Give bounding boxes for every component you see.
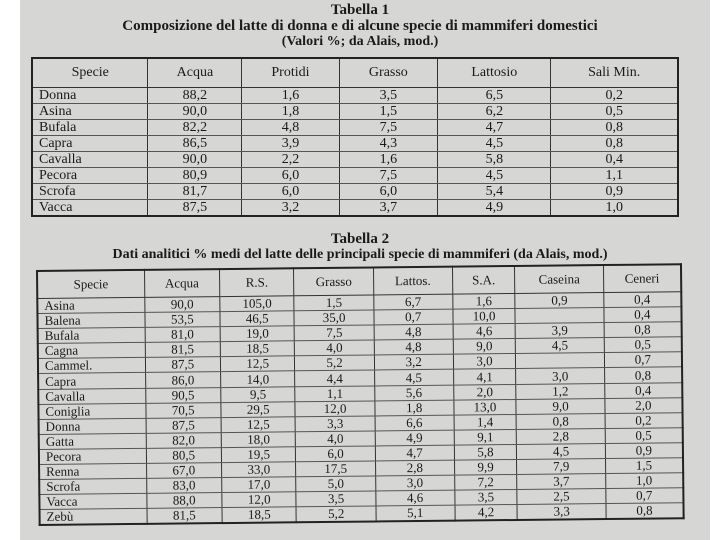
table1-value-cell: 7,5 <box>339 168 438 184</box>
table1-value-cell: 6,5 <box>438 88 551 104</box>
table2-body <box>37 292 683 526</box>
table2-value-cell: 3,5 <box>296 491 376 507</box>
table2-value-cell: 3,0 <box>453 354 516 370</box>
table2-value-cell: 12,0 <box>222 492 297 508</box>
table2-value-cell: 13,0 <box>453 399 516 415</box>
table2-value-cell: 81,0 <box>145 327 221 343</box>
table1-header-row <box>32 58 678 88</box>
table2-species-cell: Capra <box>38 373 145 389</box>
table2-value-cell: 18,5 <box>220 341 295 357</box>
table2-value-cell: 0,2 <box>605 412 683 428</box>
table2-value-cell: 0,7 <box>604 352 682 368</box>
table1-value-cell: 4,9 <box>438 200 551 217</box>
table2-value-cell: 105,0 <box>220 296 295 312</box>
table2-value-cell: 3,3 <box>517 504 605 521</box>
table2-value-cell: 0,4 <box>604 382 682 398</box>
table2-value-cell: 3,9 <box>516 323 604 339</box>
table2-value-cell: 4,6 <box>453 324 516 340</box>
table1-row <box>32 88 678 104</box>
table2-value-cell: 19,5 <box>221 447 296 463</box>
table2-value-cell: 87,5 <box>145 357 221 373</box>
table2-value-cell: 83,0 <box>146 478 222 494</box>
table2-value-cell: 4,4 <box>295 370 375 386</box>
table1-value-cell: 1,1 <box>551 168 678 184</box>
table1-species-cell: Capra <box>32 136 148 152</box>
table1-species-cell: Vacca <box>32 200 148 217</box>
table1-value-cell: 82,2 <box>148 120 242 136</box>
table2-value-cell: 46,5 <box>220 311 295 327</box>
table2-value-cell: 14,0 <box>221 371 296 387</box>
table2-header-cell: Grasso <box>294 267 374 295</box>
table1-row <box>32 152 678 168</box>
table2-value-cell: 1,2 <box>516 383 604 399</box>
table2-value-cell <box>516 353 604 369</box>
table2-value-cell: 5,6 <box>375 385 454 401</box>
table2-value-cell: 19,0 <box>220 326 295 342</box>
table2-value-cell: 29,5 <box>221 401 296 417</box>
table1-value-cell: 80,9 <box>148 168 242 184</box>
table2-value-cell: 12,0 <box>295 401 375 417</box>
table2-subtitle: Dati analitici % medi del latte delle principali specie di mammiferi (da Alais, mod.) <box>112 246 608 262</box>
table1-header-cell: Protidi <box>242 58 339 88</box>
table1-value-cell: 4,3 <box>339 136 438 152</box>
table1-header-cell: Acqua <box>148 58 242 88</box>
table1-header-cell: Sali Min. <box>551 58 678 88</box>
table2-header-cell: R.S. <box>220 268 295 296</box>
table2-value-cell: 9,5 <box>221 386 296 402</box>
table2-value-cell: 0,9 <box>605 443 683 459</box>
table1-value-cell: 1,6 <box>242 88 339 104</box>
table2-value-cell: 86,0 <box>145 372 221 388</box>
table1-value-cell: 4,5 <box>438 136 551 152</box>
table2-value-cell: 0,5 <box>605 428 683 444</box>
table2-value-cell: 5,1 <box>376 505 455 521</box>
table2-value-cell: 1,5 <box>605 458 683 474</box>
table2-value-cell <box>515 308 603 324</box>
table2-value-cell: 7,5 <box>295 325 375 341</box>
table2-value-cell: 90,5 <box>145 387 221 403</box>
table2-value-cell: 6,0 <box>296 446 376 462</box>
table2-value-cell: 4,5 <box>374 370 453 386</box>
table2-species-cell: Pecora <box>39 448 146 464</box>
table2-title: Tabella 2 <box>330 231 390 247</box>
table2-species-cell: Scrofa <box>39 478 146 494</box>
table2-value-cell: 1,0 <box>605 473 683 489</box>
table1-value-cell: 4,8 <box>242 120 339 136</box>
table2-value-cell: 3,5 <box>454 490 517 506</box>
table2-species-cell: Balena <box>37 312 144 328</box>
table2-value-cell: 5,8 <box>454 444 517 460</box>
table2-value-cell: 87,5 <box>146 417 222 433</box>
table1-species-cell: Scrofa <box>32 184 148 200</box>
table1-value-cell: 87,5 <box>148 200 242 217</box>
table2-value-cell: 4,8 <box>374 324 453 340</box>
table2-species-cell: Cagna <box>38 343 145 359</box>
table2-value-cell: 4,8 <box>374 339 453 355</box>
table2-header-cell: Lattos. <box>373 267 452 295</box>
table2-species-cell: Donna <box>39 418 146 434</box>
table2-caption <box>40 232 680 262</box>
table1-row <box>32 136 678 152</box>
table1-row <box>32 184 678 200</box>
table2-species-cell: Vacca <box>39 494 146 510</box>
table1-species-cell: Cavalla <box>32 152 148 168</box>
table1-value-cell: 0,8 <box>551 120 678 136</box>
table2-value-cell: 12,5 <box>220 356 295 372</box>
table2-value-cell: 1,1 <box>295 386 375 402</box>
table2-header-cell: Specie <box>37 270 144 299</box>
table2-value-cell: 0,5 <box>604 337 682 353</box>
table2-header-cell: Caseina <box>515 265 604 293</box>
table1-value-cell: 7,5 <box>339 120 438 136</box>
table2-value-cell: 9,9 <box>454 460 517 476</box>
table2-value-cell: 0,8 <box>606 503 684 519</box>
table1-value-cell: 90,0 <box>148 152 242 168</box>
table1-value-cell: 5,8 <box>438 152 551 168</box>
table1-row <box>32 120 678 136</box>
table2-value-cell: 12,5 <box>221 417 296 433</box>
table2-value-cell: 3,2 <box>374 355 453 371</box>
table1-value-cell: 1,6 <box>339 152 438 168</box>
table2-value-cell: 4,6 <box>376 490 455 506</box>
table2-header-cell: Ceneri <box>603 264 681 292</box>
table1-species-cell: Bufala <box>32 120 148 136</box>
table2-species-cell: Coniglia <box>38 403 145 419</box>
table1-value-cell: 5,4 <box>438 184 551 200</box>
table1-value-cell: 6,2 <box>438 104 551 120</box>
table2-value-cell: 0,7 <box>606 488 684 504</box>
table1-body <box>32 88 678 217</box>
table2-value-cell: 0,8 <box>517 413 605 429</box>
table2-value-cell: 9,1 <box>454 429 517 445</box>
table2-species-cell: Cammel. <box>38 358 145 374</box>
table1-header-cell: Specie <box>32 58 148 88</box>
table2-species-cell: Zebù <box>40 509 147 526</box>
table2-value-cell: 0,8 <box>604 367 682 383</box>
table2-value-cell: 10,0 <box>452 309 515 325</box>
table2-value-cell: 2,8 <box>517 428 605 444</box>
table2-value-cell: 1,6 <box>452 293 515 309</box>
table2-value-cell: 5,2 <box>295 355 375 371</box>
table1-header-cell: Grasso <box>339 58 438 88</box>
table1-value-cell: 1,8 <box>242 104 339 120</box>
table2-header-cell: S.A. <box>452 266 515 294</box>
table1-value-cell: 3,7 <box>339 200 438 217</box>
table2-value-cell: 53,5 <box>144 312 220 328</box>
table2-value-cell: 0,8 <box>604 322 682 338</box>
table2-value-cell: 3,0 <box>375 475 454 491</box>
table1-value-cell: 0,5 <box>551 104 678 120</box>
table2-value-cell: 2,8 <box>375 460 454 476</box>
table2-header-cell: Acqua <box>144 269 220 297</box>
table2-value-cell: 17,5 <box>296 461 376 477</box>
table1-species-cell: Pecora <box>32 168 148 184</box>
table1-title: Tabella 1 <box>330 2 390 18</box>
table2-value-cell: 33,0 <box>222 462 297 478</box>
table2-value-cell: 4,0 <box>296 431 376 447</box>
table2-value-cell: 0,4 <box>604 292 682 308</box>
table1-value-cell: 6,0 <box>339 184 438 200</box>
table2-value-cell: 4,9 <box>375 430 454 446</box>
table1-value-cell: 86,5 <box>148 136 242 152</box>
table1-value-cell: 2,2 <box>242 152 339 168</box>
table1-value-cell: 4,5 <box>438 168 551 184</box>
table2-value-cell: 2,0 <box>605 397 683 413</box>
table1-value-cell: 1,5 <box>339 104 438 120</box>
table2-value-cell: 90,0 <box>144 297 220 313</box>
table1-value-cell: 4,7 <box>438 120 551 136</box>
table1-value-cell: 6,0 <box>242 184 339 200</box>
table2-value-cell: 18,5 <box>222 507 297 523</box>
table2-value-cell: 6,7 <box>374 294 453 310</box>
table2-value-cell: 5,0 <box>296 476 376 492</box>
table1 <box>31 57 679 217</box>
table2-value-cell: 5,2 <box>296 506 376 522</box>
table2-value-cell: 7,9 <box>517 459 605 475</box>
table2-value-cell: 88,0 <box>146 493 222 509</box>
table1-value-cell: 0,2 <box>551 88 678 104</box>
table1-value-cell: 0,8 <box>551 136 678 152</box>
table2-value-cell: 35,0 <box>294 310 374 326</box>
table1-row <box>32 200 678 217</box>
table2-value-cell: 17,0 <box>222 477 297 493</box>
table1-value-cell: 3,2 <box>242 200 339 217</box>
table2-value-cell: 18,0 <box>221 432 296 448</box>
table2-value-cell: 2,5 <box>517 489 605 505</box>
table2-value-cell: 4,7 <box>375 445 454 461</box>
table1-header-cell: Lattosio <box>438 58 551 88</box>
table2-value-cell: 4,2 <box>455 505 518 521</box>
table2-species-cell: Renna <box>39 463 146 479</box>
table2-value-cell: 1,4 <box>454 414 517 430</box>
table1-value-cell: 90,0 <box>148 104 242 120</box>
table2-value-cell: 1,5 <box>294 295 374 311</box>
table1-subtitle: Composizione del latte di donna e di alcune specie di mammiferi domestici <box>122 17 598 34</box>
table2-value-cell: 4,5 <box>517 443 605 459</box>
table1-row <box>32 104 678 120</box>
table2-species-cell: Gatta <box>39 433 146 449</box>
table1-value-cell: 0,4 <box>551 152 678 168</box>
table2-species-cell: Cavalla <box>38 388 145 404</box>
table2-value-cell: 9,0 <box>453 339 516 355</box>
table2-value-cell: 9,0 <box>516 398 604 414</box>
table1-value-cell: 1,0 <box>551 200 678 217</box>
table2-value-cell: 4,5 <box>516 338 604 354</box>
table1-value-cell: 6,0 <box>242 168 339 184</box>
table2-value-cell: 67,0 <box>146 463 222 479</box>
table2-value-cell: 80,5 <box>146 448 222 464</box>
table2-value-cell: 81,5 <box>145 342 221 358</box>
table1-caption <box>60 3 660 49</box>
table2-species-cell: Bufala <box>38 328 145 344</box>
table2-value-cell: 7,2 <box>454 475 517 491</box>
table2-value-cell: 70,5 <box>145 402 221 418</box>
table2-value-cell: 0,7 <box>374 309 453 325</box>
table2-value-cell: 1,8 <box>375 400 454 416</box>
table1-source: (Valori %; da Alais, mod.) <box>281 33 439 49</box>
table2-value-cell: 81,5 <box>147 508 223 524</box>
table2-value-cell: 3,0 <box>516 368 604 384</box>
table2-value-cell: 4,0 <box>295 340 375 356</box>
table2-value-cell: 3,3 <box>295 416 375 432</box>
table2-species-cell: Asina <box>37 297 144 313</box>
table2-value-cell: 6,6 <box>375 415 454 431</box>
table2-value-cell: 0,9 <box>515 293 603 309</box>
table1-species-cell: Asina <box>32 104 148 120</box>
table1-species-cell: Donna <box>32 88 148 104</box>
table1-row <box>32 168 678 184</box>
table1-value-cell: 81,7 <box>148 184 242 200</box>
table1-value-cell: 3,9 <box>242 136 339 152</box>
table2-value-cell: 3,7 <box>517 474 605 490</box>
table1-value-cell: 88,2 <box>148 88 242 104</box>
table2-value-cell: 0,4 <box>604 307 682 323</box>
table2 <box>36 263 685 526</box>
table2-value-cell: 2,0 <box>453 384 516 400</box>
table2-value-cell: 4,1 <box>453 369 516 385</box>
table1-value-cell: 3,5 <box>339 88 438 104</box>
table2-value-cell: 82,0 <box>146 432 222 448</box>
table1-value-cell: 0,9 <box>551 184 678 200</box>
